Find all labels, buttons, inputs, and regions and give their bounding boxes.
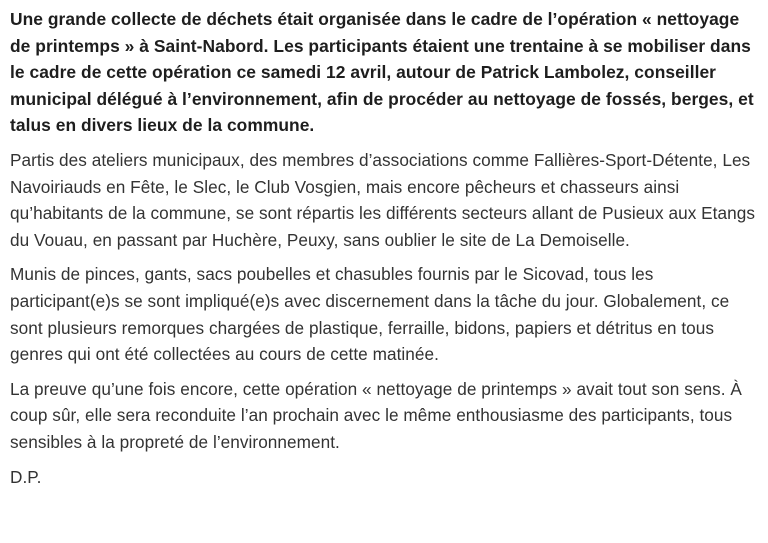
article-lead: Une grande collecte de déchets était organisée dans le cadre de l’opération « nettoyage de printemps » à Saint-Nabord. Les participants étaient une trentaine à se mobiliser dans le cadre de cette opération ce samedi 12 avril, autour de Patrick Lambolez, conseiller municipal délégué à l’environnement, afin de procéder au nettoyage de fossés, berges, et talus en divers lieux de la commune. <box>10 9 754 136</box>
article-paragraph-3: La preuve qu’une fois encore, cette opération « nettoyage de printemps » avait tout son sens. À coup sûr, elle sera reconduite l’an prochain avec le même enthousiasme des participants, tous sensibles à la propreté de l’environnement. <box>10 378 742 452</box>
author-signature: D.P. <box>10 466 42 487</box>
article-paragraph-1: Partis des ateliers municipaux, des membres d’associations comme Fallières-Sport-Détente, Les Navoiriauds en Fête, le Slec, le Club Vosgien, mais encore pêcheurs et chasseurs ainsi qu’habitants de la commune, se sont répartis les différents secteurs allant de Pusieux aux Etangs du Vouau, en passant par Huchère, Peuxy, sans oublier le site de La Demoiselle. <box>10 149 755 250</box>
article-paragraph-2: Munis de pinces, gants, sacs poubelles et chasubles fournis par le Sicovad, tous les participant(e)s se sont impliqué(e)s avec discernement dans la tâche du jour. Globalement, ce sont plusieurs remorques chargées de plastique, ferraille, bidons, papiers et détritus en tous genres qui ont été collectées au cours de cette matinée. <box>10 264 730 365</box>
article-body <box>10 0 762 490</box>
